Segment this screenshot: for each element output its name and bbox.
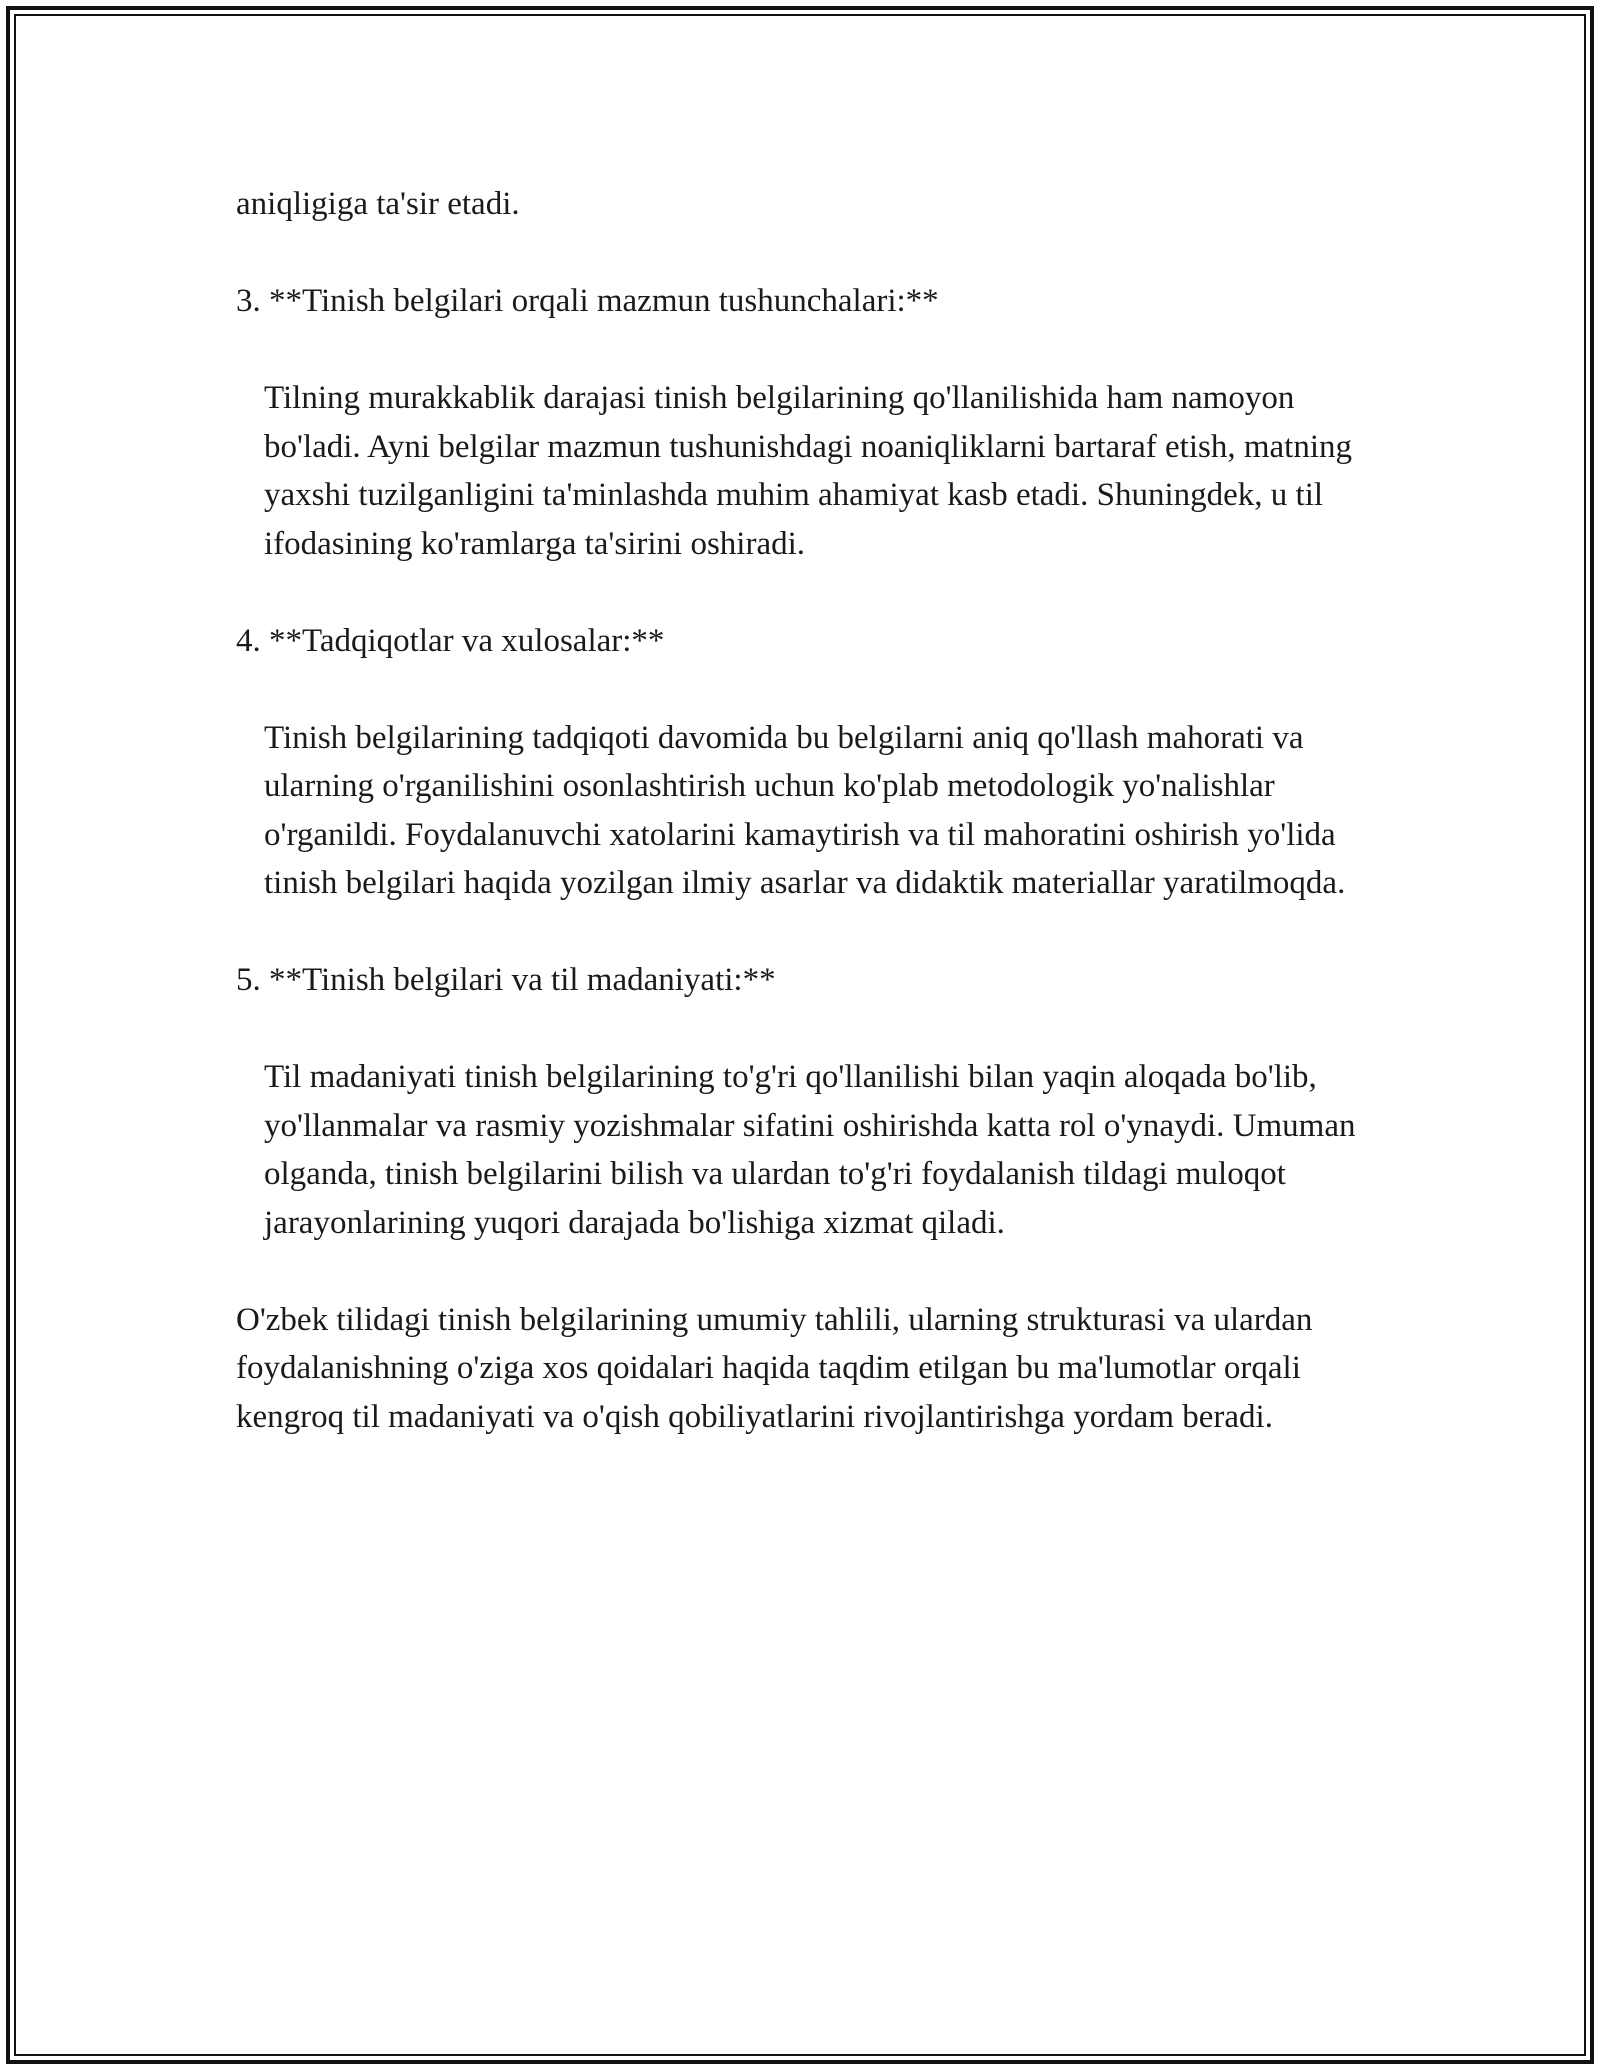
section-heading-5: 5. **Tinish belgilari va til madaniyati:** (236, 962, 776, 998)
section-body-5: Til madaniyati tinish belgilarining to'g'ri qo'llanilishi bilan yaqin aloqada bo'lib, yo'llanmalar va rasmiy yozishmalar sifatini oshirishda katta rol o'ynaydi. Umuman olganda, tinish belgilarini bilish va ulardan to'g'ri foydalanish tildagi muloqot jarayonlarining yuqori darajada bo'lishiga xizmat qiladi. (264, 1059, 1364, 1241)
paragraph-continuation: aniqligiga ta'sir etadi. (236, 186, 520, 222)
section-heading-3: 3. **Tinish belgilari orqali mazmun tushunchalari:** (236, 283, 939, 319)
section-body-3: Tilning murakkablik darajasi tinish belgilarining qo'llanilishida ham namoyon bo'ladi. Ayni belgilar mazmun tushunishdagi noaniqliklarni bartaraf etish, matning yaxshi tuzilganligini ta'minlashda muhim ahamiyat kasb etadi. Shuningdek, u til ifodasining ko'ramlarga ta'sirini oshiradi. (264, 380, 1361, 562)
section-body-4: Tinish belgilarining tadqiqoti davomida bu belgilarni aniq qo'llash mahorati va ularning o'rganilishini osonlashtirish uchun ko'plab metodologik yo'nalishlar o'rganildi. Foydalanuvchi xatolarini kamaytirish va til mahoratini oshirish yo'lida tinish belgilari haqida yozilgan ilmiy asarlar va didaktik materiallar yaratilmoqda. (264, 719, 1346, 901)
conclusion-paragraph: O'zbek tilidagi tinish belgilarining umumiy tahlili, ularning strukturasi va ulardan foydalanishning o'ziga xos qoidalari haqida taqdim etilgan bu ma'lumotlar orqali kengroq til madaniyati va o'qish qobiliyatlarini rivojlantirishga yordam beradi. (236, 1301, 1321, 1435)
section-heading-4: 4. **Tadqiqotlar va xulosalar:** (236, 622, 665, 659)
document-body (236, 180, 1396, 1490)
